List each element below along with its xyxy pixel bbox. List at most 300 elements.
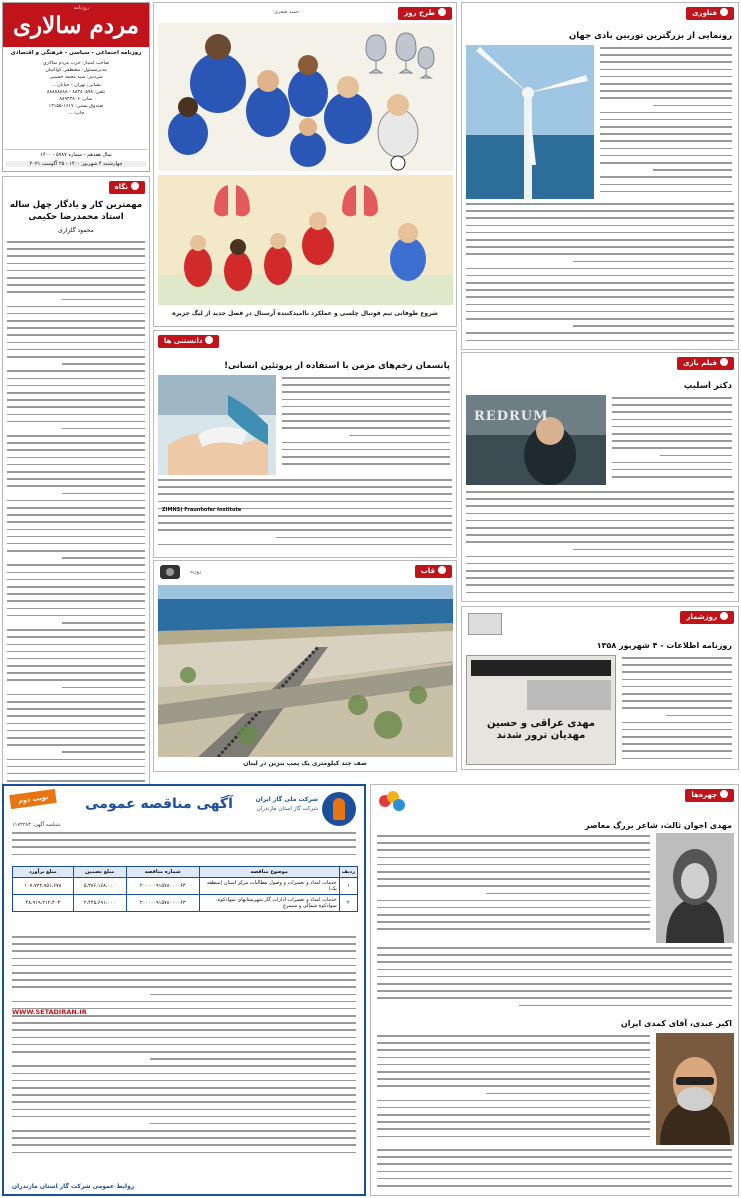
text-line	[466, 563, 734, 565]
text-line	[7, 636, 145, 638]
text-line	[612, 447, 732, 449]
text-line	[377, 976, 732, 978]
text-line	[600, 90, 732, 92]
face2-body-text-wide	[377, 1149, 732, 1193]
text-line	[612, 469, 732, 471]
text-line	[12, 1051, 356, 1053]
text-line	[282, 420, 450, 422]
text-line	[466, 296, 734, 298]
text-line	[612, 476, 732, 478]
text-line	[612, 440, 732, 442]
text-line	[377, 921, 650, 923]
tech-body-text-wide	[466, 203, 734, 347]
text-line	[12, 1130, 356, 1132]
text-line	[7, 392, 145, 394]
text-line	[7, 485, 145, 487]
text-line	[7, 579, 145, 581]
science-body-text	[282, 377, 450, 473]
text-line	[7, 435, 145, 437]
text-line	[7, 399, 145, 401]
text-line	[466, 520, 734, 522]
eye-icon	[131, 182, 139, 190]
text-line	[377, 928, 650, 930]
text-line	[600, 191, 732, 193]
text-line	[7, 672, 145, 674]
masthead-issue-line: سال هفدهم - شماره ۵۷۸۷ - ۱۴۰۰	[5, 149, 147, 158]
text-line	[377, 983, 732, 985]
text-line	[466, 498, 734, 500]
frame-sublabel: روزنه	[190, 569, 202, 575]
tender-intro-text	[12, 832, 356, 862]
text-line	[377, 1107, 650, 1109]
text-line	[7, 644, 145, 646]
text-line	[158, 529, 452, 531]
text-line	[377, 1136, 650, 1138]
masthead	[2, 2, 150, 172]
text-line	[466, 513, 734, 515]
text-line	[377, 857, 650, 859]
text-line	[622, 679, 732, 681]
text-line	[12, 958, 356, 960]
text-line	[622, 707, 732, 709]
text-line	[150, 994, 356, 996]
tender-heading: آگهی مناقصه عمومی	[85, 796, 233, 812]
text-line	[62, 428, 145, 430]
text-line	[377, 907, 650, 909]
text-line	[12, 979, 356, 981]
text-line	[158, 544, 452, 546]
text-line	[466, 311, 734, 313]
note-tab: نگاه	[109, 181, 145, 194]
text-line	[466, 505, 734, 507]
cartoon-panel-arsenal	[158, 175, 453, 305]
tech-title: رونمایی از بزرگترین توربین بادی جهان	[568, 31, 732, 41]
frame-icon	[438, 566, 446, 574]
text-line	[62, 751, 145, 753]
history-thumb	[468, 613, 502, 635]
text-line	[377, 1121, 650, 1123]
text-line	[466, 304, 734, 306]
text-line	[7, 701, 145, 703]
bulb-icon	[205, 336, 213, 344]
text-line	[377, 1057, 650, 1059]
tender-badge: نوبت دوم	[9, 789, 57, 809]
text-line	[7, 349, 145, 351]
film-tab: فیلم بازی	[677, 357, 734, 370]
face1-body-text	[377, 835, 650, 941]
faces-tab: چهره‌ها	[685, 789, 734, 802]
tech-photo	[466, 45, 594, 199]
film-body-text	[612, 397, 732, 489]
masthead-date-line: چهارشنبه ۴ شهریور ۱۴۰۰ - ۲۵ آگوست ۲۰۲۱	[5, 161, 147, 167]
text-line	[7, 514, 145, 516]
text-line	[466, 239, 734, 241]
face2-title: اکبر عبدی، آقای کمدی ایران	[620, 1019, 732, 1028]
science-body-text-wide	[158, 479, 452, 555]
text-line	[573, 261, 734, 263]
text-line	[12, 965, 356, 967]
text-line	[7, 521, 145, 523]
tender-logo	[322, 792, 356, 826]
masthead-subtitle: روزنامه اجتماعی - سیاسی - فرهنگی و اقتصادی	[10, 50, 142, 56]
text-line	[600, 54, 732, 56]
text-line	[377, 954, 732, 956]
text-line	[377, 1071, 650, 1073]
text-line	[12, 1001, 356, 1003]
text-line	[377, 1078, 650, 1080]
history-title: روزنامه اطلاعات - ۴ شهریور ۱۳۵۸	[596, 641, 732, 650]
text-line	[377, 849, 650, 851]
text-line	[466, 232, 734, 234]
text-line	[466, 268, 734, 270]
text-line	[377, 1171, 732, 1173]
text-line	[377, 969, 732, 971]
text-line	[282, 456, 450, 458]
text-line	[466, 577, 734, 579]
text-line	[622, 693, 732, 695]
text-line	[622, 664, 732, 666]
text-line	[7, 442, 145, 444]
text-line	[7, 342, 145, 344]
text-line	[7, 385, 145, 387]
film-title: دکتر اسلیپ	[683, 381, 732, 391]
text-line	[12, 1152, 356, 1154]
text-line	[377, 1178, 732, 1180]
film-section	[461, 352, 739, 602]
text-line	[600, 155, 732, 157]
text-line	[7, 529, 145, 531]
text-line	[7, 356, 145, 358]
text-line	[12, 1037, 356, 1039]
text-line	[7, 608, 145, 610]
text-line	[7, 780, 145, 782]
text-line	[377, 878, 650, 880]
text-line	[62, 363, 145, 365]
text-line	[7, 550, 145, 552]
text-line	[466, 556, 734, 558]
text-line	[282, 384, 450, 386]
tender-conditions-text	[12, 936, 356, 1164]
text-line	[12, 936, 356, 938]
text-line	[466, 246, 734, 248]
cartoon-arsenal-illustration	[158, 175, 453, 305]
text-line	[7, 457, 145, 459]
tender-col-row: ردیف	[339, 867, 357, 878]
text-line	[7, 334, 145, 336]
text-line	[7, 600, 145, 602]
text-line	[12, 943, 356, 945]
frame-tab: قاب	[415, 565, 452, 578]
text-line	[12, 1087, 356, 1089]
pencil-icon	[438, 8, 446, 16]
tender-footer: روابط عمومی شرکت گاز استان مازندران	[12, 1183, 135, 1190]
text-line	[466, 217, 734, 219]
camera-icon	[160, 565, 180, 579]
text-line	[486, 893, 650, 895]
text-line	[466, 534, 734, 536]
text-line	[349, 435, 450, 437]
text-line	[622, 750, 732, 752]
text-line	[622, 657, 732, 659]
text-line	[573, 325, 734, 327]
tender-col-estimate: مبلغ برآورد	[13, 867, 74, 878]
tech-body-text	[600, 47, 732, 199]
text-line	[7, 651, 145, 653]
text-line	[377, 1128, 650, 1130]
text-line	[282, 377, 450, 379]
text-line	[377, 997, 732, 999]
history-tab: روزشمار	[680, 611, 734, 624]
face1-body-text-wide	[377, 947, 732, 1013]
tender-website[interactable]: WWW.SETADIRAN.IR	[12, 1008, 87, 1016]
text-line	[7, 255, 145, 257]
text-line	[7, 564, 145, 566]
cartoon-section	[153, 2, 457, 327]
tender-ad	[2, 784, 366, 1196]
note-author: محمود گلزاری	[58, 227, 94, 234]
text-line	[612, 419, 732, 421]
text-line	[612, 411, 732, 413]
text-line	[573, 549, 734, 551]
cartoon-tab: طرح روز	[398, 7, 452, 20]
text-line	[612, 404, 732, 406]
text-line	[12, 832, 356, 834]
text-line	[466, 289, 734, 291]
text-line	[377, 842, 650, 844]
text-line	[12, 1144, 356, 1146]
text-line	[62, 299, 145, 301]
text-line	[150, 1058, 356, 1060]
text-line	[282, 449, 450, 451]
text-line	[7, 270, 145, 272]
text-line	[600, 47, 732, 49]
history-body-text	[622, 657, 732, 765]
text-line	[660, 455, 732, 457]
text-line	[466, 225, 734, 227]
frame-photo	[158, 585, 453, 757]
note-title: مهمترین کار و یادگار چهل ساله استاد محمدرضا حکیمی	[9, 200, 143, 222]
text-line	[7, 759, 145, 761]
text-line	[7, 248, 145, 250]
text-line	[600, 97, 732, 99]
text-line	[466, 210, 734, 212]
text-line	[12, 1029, 356, 1031]
faces-logo	[379, 791, 407, 813]
chip-icon	[720, 8, 728, 16]
text-line	[158, 515, 452, 517]
science-title: پانسمان زخم‌های مزمن با استفاده از پروتئین انسانی!	[224, 361, 450, 371]
frame-section	[153, 560, 457, 772]
text-line	[377, 990, 732, 992]
text-line	[7, 694, 145, 696]
text-line	[600, 148, 732, 150]
text-line	[7, 414, 145, 416]
text-line	[600, 162, 732, 164]
text-line	[158, 493, 452, 495]
face2-body-text	[377, 1035, 650, 1145]
text-line	[377, 1085, 650, 1087]
text-line	[7, 665, 145, 667]
tender-company: شرکت ملی گاز ایران	[255, 796, 318, 803]
text-line	[377, 885, 650, 887]
text-line	[7, 406, 145, 408]
text-line	[12, 950, 356, 952]
text-line	[7, 263, 145, 265]
text-line	[377, 1114, 650, 1116]
text-line	[282, 399, 450, 401]
text-line	[377, 1049, 650, 1051]
text-line	[62, 687, 145, 689]
text-line	[622, 743, 732, 745]
text-line	[486, 1093, 650, 1095]
text-line	[282, 413, 450, 415]
text-line	[12, 1137, 356, 1139]
text-line	[282, 427, 450, 429]
text-line	[12, 1044, 356, 1046]
science-tab: دانستنی ها	[158, 335, 219, 348]
text-line	[7, 737, 145, 739]
text-line	[466, 282, 734, 284]
text-line	[466, 584, 734, 586]
text-line	[466, 203, 734, 205]
text-line	[7, 313, 145, 315]
science-photo	[158, 375, 276, 475]
text-line	[12, 1094, 356, 1096]
text-line	[377, 947, 732, 949]
tech-tab: فناوری	[686, 7, 734, 20]
text-line	[12, 839, 356, 841]
text-line	[7, 320, 145, 322]
film-photo	[466, 395, 606, 485]
text-line	[62, 493, 145, 495]
text-line	[612, 433, 732, 435]
text-line	[7, 593, 145, 595]
text-line	[377, 1042, 650, 1044]
text-line	[466, 592, 734, 594]
text-line	[7, 536, 145, 538]
text-line	[622, 758, 732, 760]
masthead-info: صاحب امتیاز: حزب مردم سالاری مدیرمسئول: مصطفی کواکبیان سردبیر: سید محمد حسینی نشانی: تهران - خیابان ... تلفن: ۸۸۴۸۰۵۹۸ - ۸۸۸۸۸۸۸۸ نمابر: ۸۸۹۴۳۸۰۶ صندوق پستی: ۱۶۱۷-۱۴۱۵۵ چاپ: ...	[42, 61, 110, 117]
history-section	[461, 606, 739, 770]
text-line	[622, 722, 732, 724]
text-line	[466, 253, 734, 255]
text-line	[377, 1163, 732, 1165]
text-line	[622, 671, 732, 673]
masthead-pretitle: روزنامه	[73, 5, 89, 11]
text-line	[7, 658, 145, 660]
text-line	[276, 537, 452, 539]
text-line	[7, 507, 145, 509]
text-line	[12, 972, 356, 974]
face2-portrait	[656, 1033, 734, 1145]
science-section	[153, 330, 457, 558]
tender-col-subject: موضوع مناقصه	[199, 867, 339, 878]
film-poster-text: REDRUM	[474, 409, 549, 424]
cartoon-caption: شروع طوفانی تیم فوتبال چلسی و عملکرد ناامیدکننده آرسنال در فصل جدید از لیگ جزیره	[172, 310, 438, 317]
text-line	[622, 729, 732, 731]
text-line	[653, 169, 732, 171]
text-line	[600, 83, 732, 85]
history-clipping-headline: مهدی عراقی و حسین مهدیان ترور شدند	[486, 718, 595, 741]
text-line	[282, 463, 450, 465]
text-line	[466, 541, 734, 543]
person-icon	[720, 790, 728, 798]
text-line	[466, 491, 734, 493]
text-line	[519, 1005, 732, 1007]
text-line	[7, 629, 145, 631]
text-line	[7, 464, 145, 466]
text-line	[7, 744, 145, 746]
table-row: ۱ خدمات امداد و تعمیرات و وصول مطالبات مرکز استان (منطقه یک) ۲۰۰۰۰۰۹۱۵۷۸۰۰۰۰۶۴ ۵،۳۸۶،۱۶۸،۰۰۰ ۱۰۷،۷۲۲،۹۵۱،۶۷۸	[13, 878, 358, 895]
text-line	[7, 327, 145, 329]
face1-portrait	[656, 833, 734, 943]
text-line	[282, 391, 450, 393]
text-line	[612, 426, 732, 428]
text-line	[653, 105, 732, 107]
history-clipping	[466, 655, 616, 765]
cartoon-panel-chelsea	[158, 23, 453, 171]
text-line	[377, 1185, 732, 1187]
text-line	[12, 986, 356, 988]
text-line	[612, 397, 732, 399]
text-line	[600, 61, 732, 63]
text-line	[7, 370, 145, 372]
tech-turbine-photo	[466, 45, 594, 199]
film-body-text-wide	[466, 491, 734, 599]
text-line	[377, 1100, 650, 1102]
text-line	[7, 715, 145, 717]
text-line	[12, 846, 356, 848]
tender-table	[12, 866, 358, 912]
text-line	[7, 291, 145, 293]
text-line	[158, 486, 452, 488]
text-line	[12, 1022, 356, 1024]
text-line	[466, 275, 734, 277]
text-line	[150, 1123, 356, 1125]
masthead-logo-block	[3, 3, 149, 47]
frame-aerial-photo	[158, 585, 453, 757]
text-line	[7, 766, 145, 768]
text-line	[466, 340, 734, 342]
text-line	[622, 736, 732, 738]
tender-company-sub: شرکت گاز استان مازندران	[256, 806, 318, 812]
text-line	[600, 76, 732, 78]
text-line	[12, 1073, 356, 1075]
face1-title: مهدی اخوان ثالث، شاعر بزرگ معاصر	[585, 821, 732, 830]
tender-ref: شناسه آگهی: ۱۱۷۴۲۸۳	[12, 822, 61, 828]
text-line	[7, 708, 145, 710]
text-line	[7, 471, 145, 473]
text-line	[12, 1101, 356, 1103]
text-line	[466, 527, 734, 529]
face1-photo	[656, 833, 734, 943]
text-line	[12, 1065, 356, 1067]
faces-section	[370, 784, 739, 1196]
text-line	[7, 378, 145, 380]
text-line	[622, 686, 732, 688]
text-line	[7, 421, 145, 423]
table-row: ۲ خدمات امداد و تعمیرات ادارات گاز شهرستانهای سوادکوه، سوادکوه شمالی و سیمرغ ۲۰۰۰۰۰۹۱۵۷۸۰۰۰۰۶۳ ۲،۴۴۵،۶۹۱،۰۰۰ ۴۸،۹۱۹،۲۱۲،۴۰۳	[13, 895, 358, 912]
text-line	[12, 1116, 356, 1118]
text-line	[158, 522, 452, 524]
text-line	[377, 900, 650, 902]
text-line	[12, 1109, 356, 1111]
cartoon-chelsea-illustration	[158, 23, 453, 171]
text-line	[600, 140, 732, 142]
text-line	[7, 679, 145, 681]
tender-col-guarantee: مبلغ تضمین	[73, 867, 126, 878]
text-line	[7, 306, 145, 308]
